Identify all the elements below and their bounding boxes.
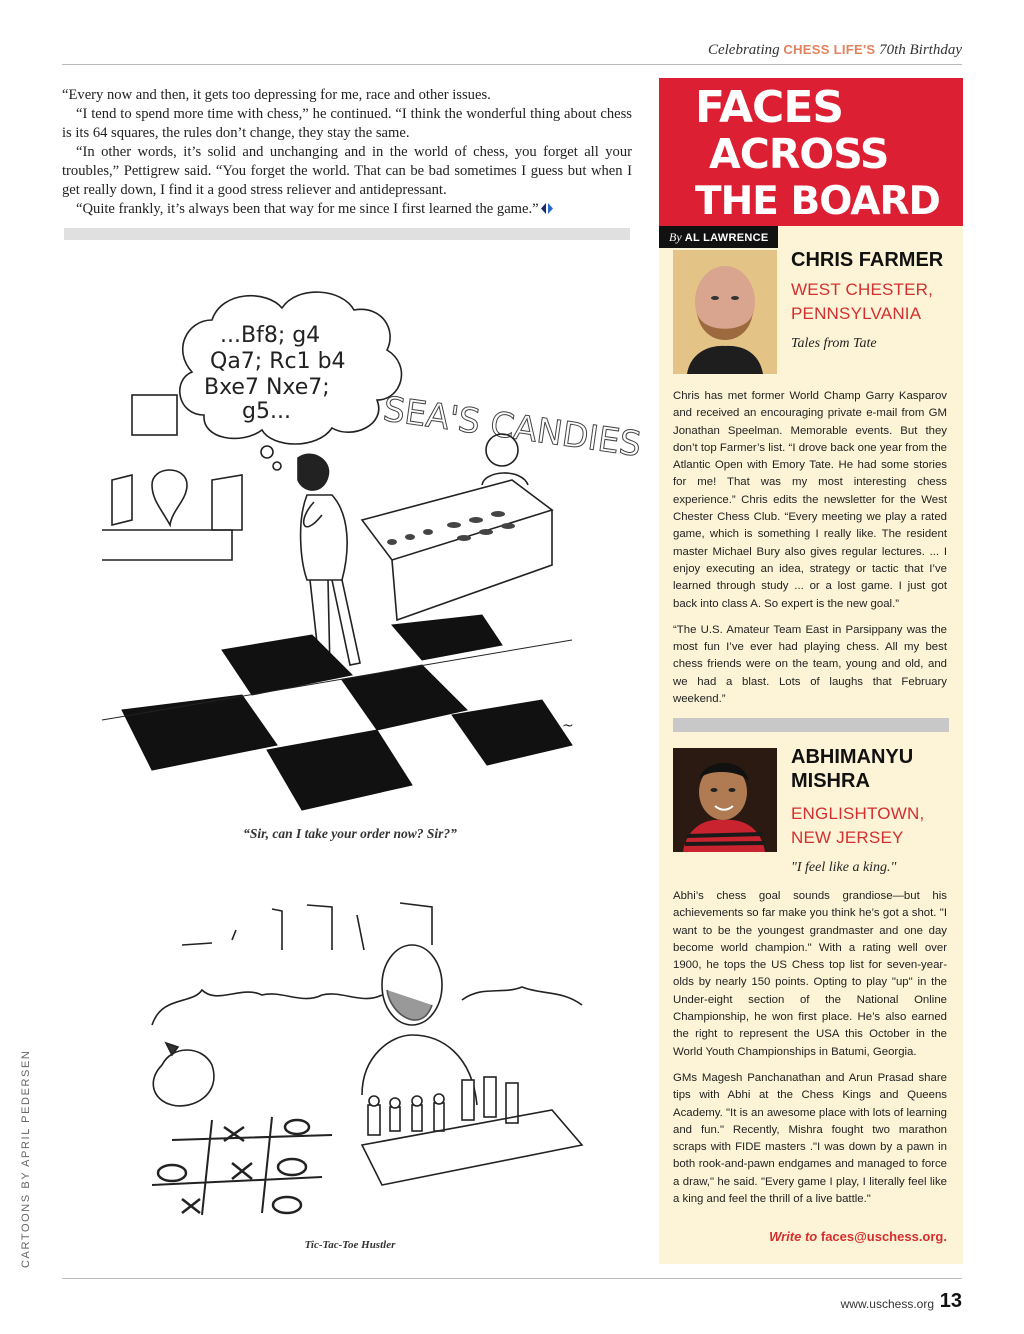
running-head-brand: CHESS LIFE'S (783, 42, 876, 57)
person-location (791, 802, 924, 850)
story-text (62, 86, 632, 219)
write-to-label: Write to (769, 1229, 818, 1244)
title-line: FACES (695, 82, 844, 133)
person-bio (673, 388, 947, 717)
person-name (791, 248, 943, 272)
running-head-prefix: Celebrating (707, 42, 784, 58)
contact-end: . (943, 1229, 947, 1244)
title-line: ACROSS (709, 130, 889, 178)
location-line: NEW JERSEY (791, 828, 904, 847)
person-name-line: MISHRA (791, 770, 870, 792)
sidebar-title (695, 84, 940, 225)
bubble-line: Bxe7 Nxe7; (204, 375, 330, 400)
location-line: PENNSYLVANIA (791, 304, 922, 323)
person-bio (673, 888, 947, 1217)
person-name-line: ABHIMANYU (791, 746, 914, 768)
end-mark-icon (541, 203, 553, 214)
bubble-line: Qa7; Rc1 b4 (210, 349, 346, 374)
story-paragraph: “I tend to spend more time with chess,” he continued. “I think the wonderful thing about chess is its 64 squares, the rules don’t change, they stay the same. (62, 106, 632, 141)
footer-rule (62, 1278, 962, 1279)
sidebar-banner (659, 78, 963, 226)
header-rule (62, 64, 962, 65)
bubble-line: ...Bf8; g4 (220, 323, 321, 348)
location-line: ENGLISHTOWN, (791, 804, 925, 823)
portrait-image (673, 250, 777, 374)
contact-line (769, 1229, 947, 1244)
page-number: 13 (939, 1290, 962, 1312)
person-quote: "I feel like a king." (791, 860, 897, 875)
running-head (708, 42, 962, 59)
cartoon-tic-tac-toe (132, 895, 600, 1230)
bio-paragraph: Abhi’s chess goal sounds grandiose—but his achievements so far make you think he’s got a shot. "I want to be the youngest grandmaster and one day become world champion." With a rating well over 1900, he tops the US Chess top list for seven-year-olds by nearly 150 points. Opting to play "up" in the Under-eight section of the National Online Championship, he won first place. He’s also earned the right to represent the USA this October in the World Youth Championships in Batumi, Georgia. (673, 890, 947, 1058)
contact-email[interactable]: faces@uschess.org (820, 1229, 944, 1244)
location-line: WEST CHESTER, (791, 280, 934, 299)
running-head-suffix: 70th Birthday (875, 42, 962, 58)
byline (659, 226, 778, 248)
cartoon2-caption: Tic-Tac-Toe Hustler (304, 1239, 396, 1251)
shop-sign: SEA'S CANDIES (380, 389, 644, 466)
bio-paragraph: GMs Magesh Panchanathan and Arun Prasad share tips with Abhi at the Chess Kings and Queens Academy. "It is an awesome place with lots of learning and fun." Recently, Mishra fought two marathon scraps with FIDE masters ."I was down by a pawn in both rook-and-pawn endgames and managed to force a draw," he said. "Every game I play, I literally feel like a king and feel the thrill of a live battle." (673, 1071, 947, 1206)
bio-paragraph: Chris has met former World Champ Garry Kasparov and received an encouraging private e-mail from GM Jonathan Speelman. Memorable events. But they don’t top Farmer’s list. “I drove back one year from the Atlantic Open with Emory Tate. He had some stories for me! That was my most interesting chess experience.” Chris edits the newsletter for the West Chester Chess Club. “Every meeting we play a rated game, which is something I really like. The resident master Michael Bury also gives regular lectures. ... I enjoy executing an idea, strategy or tactic that I’ve learned through study ... or a lost game. I just got back into class A. So expert is the new goal.” (673, 390, 947, 610)
story-paragraph-text: “Quite frankly, it’s always been that way for me since I first learned the game.” (76, 201, 539, 217)
byline-author: AL LAWRENCE (684, 232, 769, 244)
bubble-line: g5... (242, 399, 291, 424)
faces-across-the-board-sidebar (659, 78, 963, 1264)
person-location (791, 278, 933, 326)
cartoon-credit: CARTOONS BY APRIL PEDERSEN (20, 1049, 32, 1268)
portrait-image (673, 748, 777, 852)
abhimanyu-mishra-photo (673, 748, 777, 852)
divider-bar (673, 718, 949, 732)
story-paragraph: “Every now and then, it gets too depressing for me, race and other issues. (62, 87, 491, 103)
chris-farmer-photo (673, 250, 777, 374)
cartoon1-caption: “Sir, can I take your order now? Sir?” (243, 826, 457, 841)
byline-by: By (669, 230, 682, 244)
person-name-line: CHRIS FARMER (791, 249, 944, 271)
title-line: THE BOARD (695, 179, 940, 224)
footer-url[interactable]: www.uschess.org (840, 1297, 934, 1311)
person-quote: Tales from Tate (791, 336, 877, 351)
divider-bar (64, 228, 630, 240)
artist-signature: ~ (562, 718, 574, 734)
story-paragraph-last (62, 200, 632, 219)
person-name (791, 745, 913, 793)
story-paragraph: “In other words, it’s solid and unchanging and in the world of chess, you forget all your troubles,” Pettigrew said. “You forget the world. That can be bad sometimes I guess but when I get really down, I find it a good stress reliever and antidepressant. (62, 144, 632, 198)
cartoon-candy-shop (92, 280, 644, 820)
bio-paragraph: “The U.S. Amateur Team East in Parsippany was the most fun I’ve ever had playing chess. All my best chess friends were on the team, young and old, and we had a blast. Lots of laughs that February weekend.” (673, 623, 947, 706)
